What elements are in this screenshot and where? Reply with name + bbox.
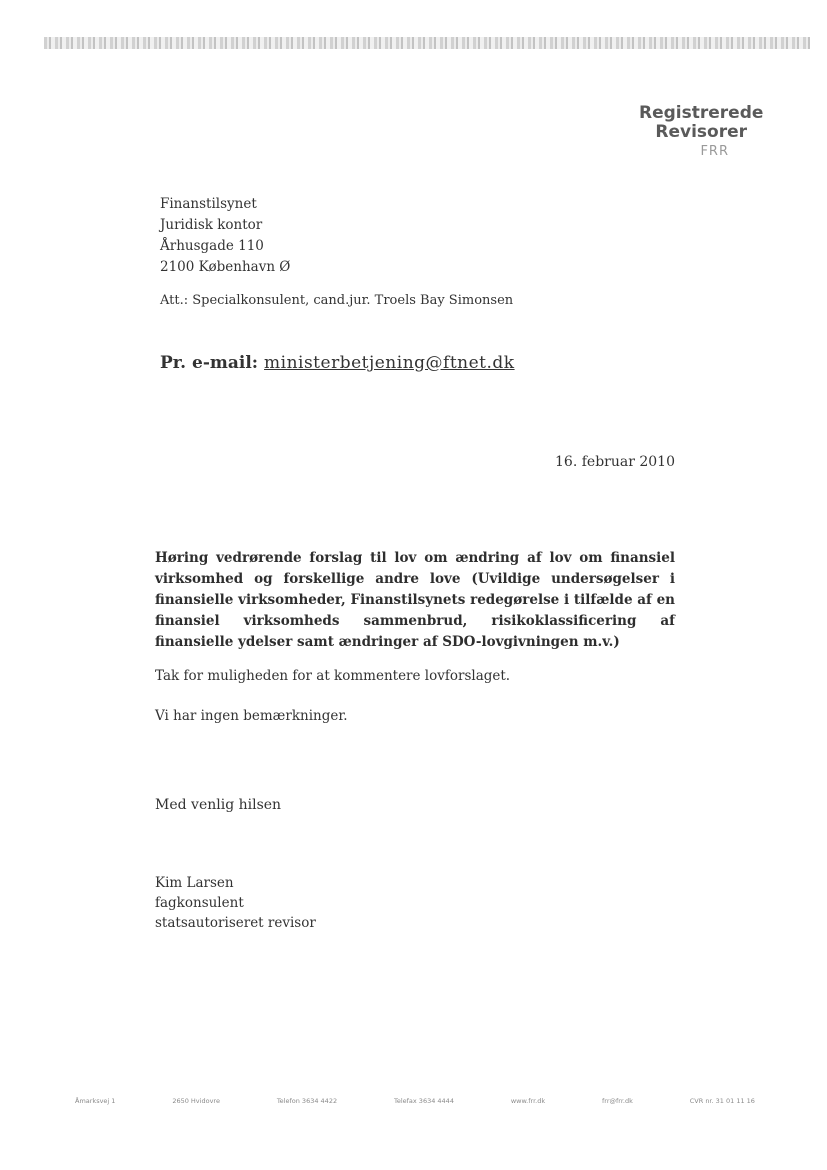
body-paragraph-1: Tak for muligheden for at kommentere lovforslaget. — [155, 668, 511, 684]
footer-phone: Telefon 3634 4422 — [276, 1097, 338, 1105]
recipient-line: 2100 København Ø — [160, 259, 291, 275]
footer-fax: Telefax 3634 4444 — [393, 1097, 454, 1105]
signer-name: Kim Larsen — [155, 875, 234, 891]
recipient-line: Juridisk kontor — [160, 217, 263, 233]
signature-block — [155, 873, 316, 933]
email-line — [160, 353, 515, 373]
letter-date: 16. februar 2010 — [555, 454, 675, 470]
letterhead-footer — [75, 1097, 755, 1105]
email-prefix: Pr. e-mail: — [160, 353, 265, 373]
attention-line: Att.: Specialkonsulent, cand.jur. Troels Bay Simonsen — [160, 293, 514, 308]
logo-line-3: FRR — [700, 144, 729, 159]
subject-heading: Høring vedrørende forslag til lov om ændring af lov om finansiel virksomhed og forskellige andre love (Uvildige undersøgelser i finansielle virksomheder, Finanstilsynets redegørelse i tilfælde af en finansiel virksomheds sammenbrud, risikoklassificering af finansielle ydelser samt ændringer af SDO-lovgivningen m.v.) — [155, 550, 675, 650]
organization-logo — [639, 103, 764, 161]
logo-line-1: Registrerede — [639, 103, 764, 123]
footer-cvr: CVR nr. 31 01 11 16 — [689, 1097, 755, 1105]
recipient-line: Finanstilsynet — [160, 196, 257, 212]
footer-city: 2650 Hvidovre — [172, 1097, 220, 1105]
footer-web[interactable]: www.frr.dk — [510, 1097, 546, 1105]
footer-email[interactable]: frr@frr.dk — [601, 1097, 633, 1105]
scan-artifact-strip — [44, 37, 810, 49]
recipient-address — [160, 194, 290, 278]
footer-address: Åmarksvej 1 — [75, 1097, 116, 1105]
email-link[interactable]: ministerbetjening@ftnet.dk — [264, 353, 515, 373]
logo-line-2: Revisorer — [655, 122, 747, 142]
recipient-line: Århusgade 110 — [160, 238, 264, 254]
signer-title-2: statsautoriseret revisor — [155, 915, 316, 931]
closing-salutation: Med venlig hilsen — [155, 797, 282, 813]
body-paragraph-2: Vi har ingen bemærkninger. — [155, 708, 348, 724]
signer-title: fagkonsulent — [155, 895, 244, 911]
